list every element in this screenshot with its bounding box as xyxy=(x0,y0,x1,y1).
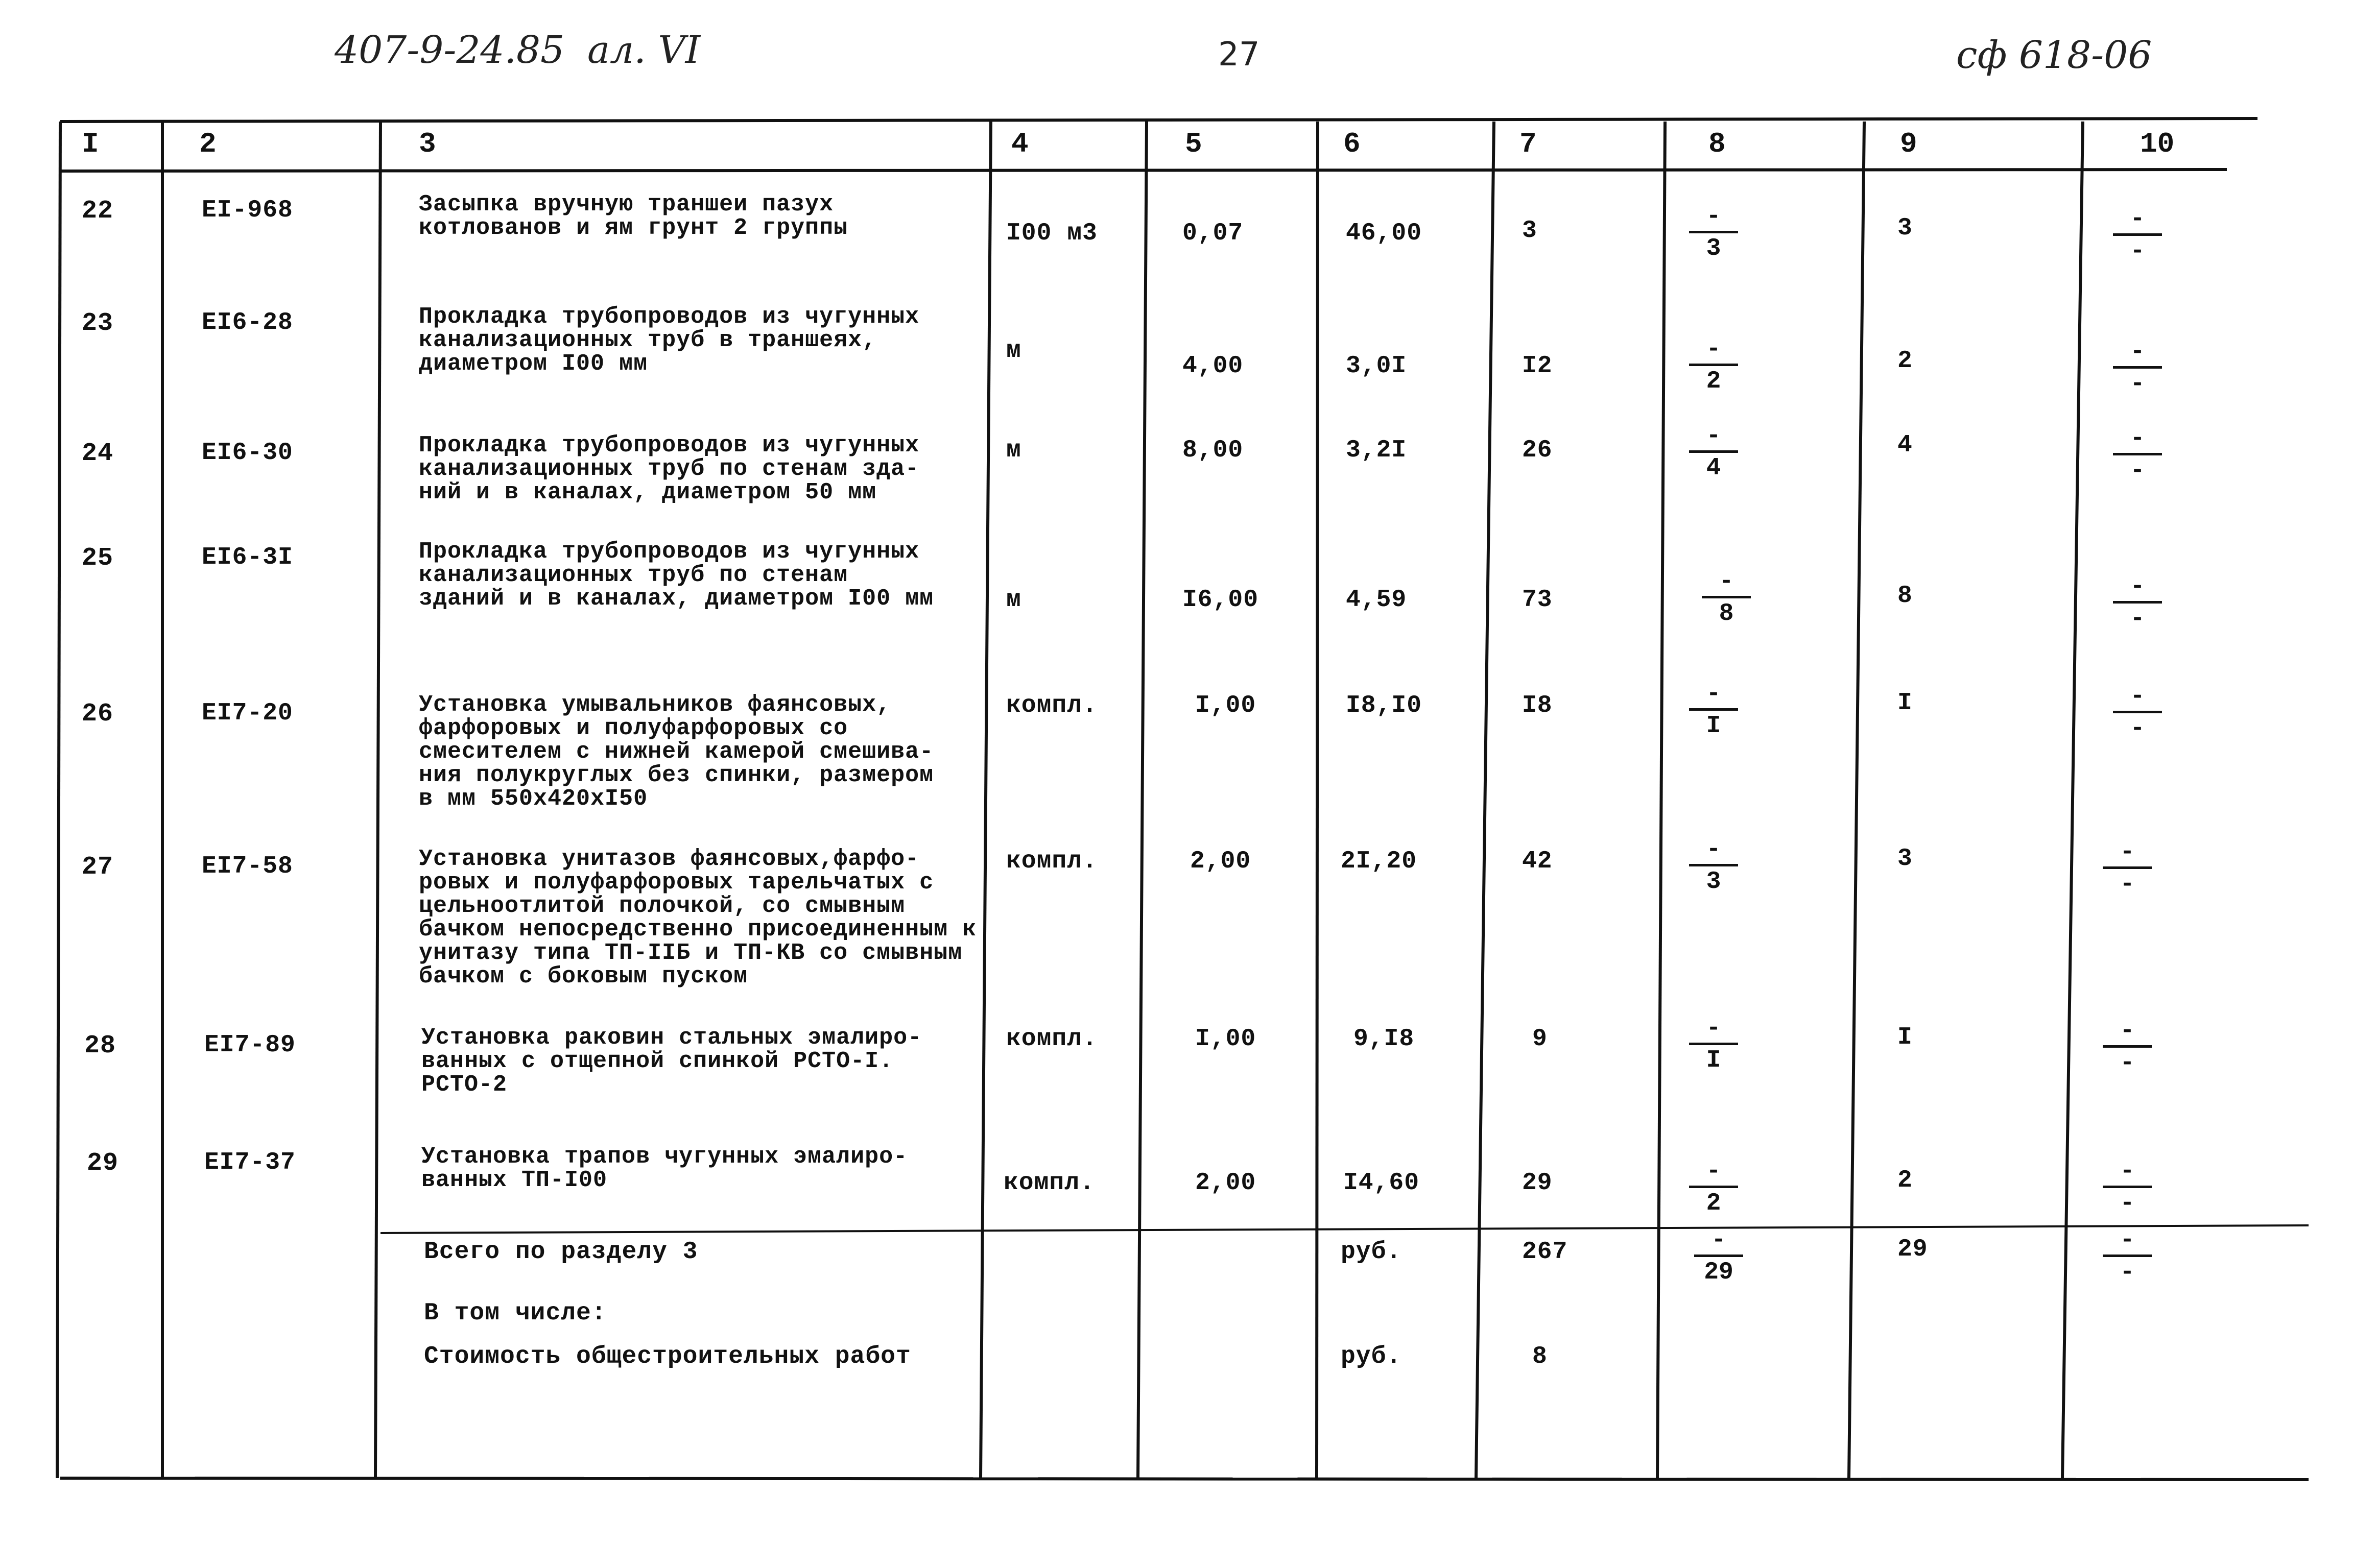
col10-numerator: - xyxy=(2130,683,2145,710)
work-description: Установка раковин стальных эмалиро- ванных с отщепной спинкой РСТО-I. РСТО-2 xyxy=(421,1025,922,1098)
col10-fraction xyxy=(2099,1019,2155,1075)
col10-denominator: - xyxy=(2130,457,2145,485)
total-cost: I2 xyxy=(1522,352,1553,380)
col-header-4: 4 xyxy=(1011,128,1029,160)
total-cost: 42 xyxy=(1522,848,1553,875)
unit-price: 9,I8 xyxy=(1353,1025,1415,1053)
col-header-7: 7 xyxy=(1519,128,1537,160)
total-cost: 9 xyxy=(1532,1025,1548,1053)
col-header-2: 2 xyxy=(199,128,217,160)
col-header-5: 5 xyxy=(1185,128,1202,160)
header-bottom-rule xyxy=(60,170,2227,171)
row-number: 29 xyxy=(87,1149,119,1178)
unit-price: I4,60 xyxy=(1343,1169,1420,1197)
col9-value: 8 xyxy=(1897,582,1913,610)
row-number: 23 xyxy=(82,309,114,338)
rate-code: EI6-3I xyxy=(202,544,293,571)
col9-value: 2 xyxy=(1897,1167,1913,1194)
unit-price: 3,2I xyxy=(1346,437,1407,464)
section-total-col9: 29 xyxy=(1897,1236,1928,1263)
col8-denominator: 8 xyxy=(1719,600,1734,628)
col-line-3 xyxy=(981,122,991,1478)
col8-denominator: 4 xyxy=(1706,454,1721,482)
col9-value: 3 xyxy=(1897,845,1913,873)
rate-code: EI7-58 xyxy=(202,853,293,880)
row-number: 24 xyxy=(82,439,114,468)
col10-numerator: - xyxy=(2120,1017,2135,1045)
col8-fraction xyxy=(1685,337,1742,394)
total-top-rule xyxy=(381,1225,2309,1233)
total-cost: I8 xyxy=(1522,692,1553,719)
col8-fraction xyxy=(1685,424,1742,480)
unit: I00 м3 xyxy=(1006,220,1098,247)
unit: м xyxy=(1006,437,1021,464)
col10-numerator: - xyxy=(2130,573,2145,600)
col9-value: 4 xyxy=(1897,431,1913,459)
col8-denominator: 3 xyxy=(1706,235,1721,262)
unit: компл. xyxy=(1006,848,1098,875)
table-bottom-border xyxy=(60,1478,2309,1480)
unit-price: 3,0I xyxy=(1346,352,1407,380)
work-description: Прокладка трубопроводов из чугунных канализационных труб по стенам зданий и в каналах, диаметром I00 мм xyxy=(419,539,934,612)
row-number: 26 xyxy=(82,699,114,729)
col9-value: I xyxy=(1897,689,1913,717)
col-line-4 xyxy=(1138,122,1147,1478)
quantity: 8,00 xyxy=(1182,437,1244,464)
total-cost: 29 xyxy=(1522,1169,1553,1197)
document-code: 407-9-24.85 xyxy=(335,28,565,72)
quantity: I,00 xyxy=(1195,692,1256,719)
col-header-3: 3 xyxy=(419,128,436,160)
col8-numerator: - xyxy=(1706,1015,1721,1042)
row-number: 28 xyxy=(84,1031,116,1060)
col10-denominator: - xyxy=(2120,1259,2135,1286)
including-label: В том числе: xyxy=(424,1299,607,1327)
col8-denominator: 3 xyxy=(1706,868,1721,896)
col8-numerator: - xyxy=(1706,836,1721,863)
general-works-unit: руб. xyxy=(1341,1343,1402,1370)
unit-price: 4,59 xyxy=(1346,586,1407,614)
col8-fraction xyxy=(1685,1016,1742,1073)
col-line-5 xyxy=(1317,122,1318,1478)
col10-numerator: - xyxy=(2120,1226,2135,1254)
unit-price: I8,I0 xyxy=(1346,692,1422,719)
unit: компл. xyxy=(1006,1025,1098,1053)
col8-numerator: - xyxy=(1706,1157,1721,1185)
work-description: Прокладка трубопроводов из чугунных канализационных труб в траншеях, диаметром I00 мм xyxy=(419,304,920,377)
unit: компл. xyxy=(1006,692,1098,719)
section-total-cost: 267 xyxy=(1522,1238,1568,1266)
col-header-8: 8 xyxy=(1708,128,1726,160)
col10-fraction xyxy=(2109,684,2166,741)
col-line-2 xyxy=(375,122,381,1478)
unit-price: 46,00 xyxy=(1346,220,1422,247)
col10-fraction xyxy=(2109,207,2166,263)
col10-numerator: - xyxy=(2130,425,2145,452)
rate-code: EI6-30 xyxy=(202,439,293,467)
col10-fraction xyxy=(2109,426,2166,483)
col8-fraction xyxy=(1685,837,1742,894)
unit-price: 2I,20 xyxy=(1341,848,1417,875)
quantity: I6,00 xyxy=(1182,586,1259,614)
col10-denominator: - xyxy=(2130,715,2145,742)
col10-fraction xyxy=(2109,340,2166,396)
work-description: Установка трапов чугунных эмалиро- ванных ТП-I00 xyxy=(421,1144,908,1193)
quantity: I,00 xyxy=(1195,1025,1256,1053)
col8-numerator: - xyxy=(1719,568,1734,595)
total-cost: 26 xyxy=(1522,437,1553,464)
col8-fraction xyxy=(1685,1159,1742,1216)
col-line-8 xyxy=(1849,122,1864,1478)
section-total-unit: руб. xyxy=(1341,1238,1402,1266)
unit: м xyxy=(1006,586,1021,614)
work-description: Установка унитазов фаянсовых,фарфо- ровых и полуфарфоровых тарельчатых с цельноотлитой полочкой, со смывным бачком непосредственно присоединенным к унитазу типа ТП-IIБ и ТП-КВ со смывным бачком с боковым пуском xyxy=(419,846,977,990)
col9-value: 2 xyxy=(1897,347,1913,375)
total-cost: 73 xyxy=(1522,586,1553,614)
row-number: 25 xyxy=(82,544,114,573)
rate-code: EI7-20 xyxy=(202,699,293,727)
col-line-6 xyxy=(1476,122,1494,1478)
col10-numerator: - xyxy=(2130,338,2145,366)
col8-fraction xyxy=(1685,682,1742,738)
col8-numerator: - xyxy=(1706,680,1721,708)
col10-numerator: - xyxy=(2120,1157,2135,1185)
quantity: 4,00 xyxy=(1182,352,1244,380)
col-line-7 xyxy=(1657,122,1665,1478)
table-top-border xyxy=(60,118,2257,122)
col8-denominator: 2 xyxy=(1706,368,1721,395)
col10-fraction xyxy=(2109,574,2166,631)
rate-code: EI7-37 xyxy=(204,1149,296,1176)
col10-numerator: - xyxy=(2130,205,2145,233)
rate-code: EI7-89 xyxy=(204,1031,296,1059)
col-header-9: 9 xyxy=(1900,128,1917,160)
quantity: 2,00 xyxy=(1195,1169,1256,1197)
col10-numerator: - xyxy=(2120,838,2135,866)
col10-denominator: - xyxy=(2120,1190,2135,1217)
col9-value: I xyxy=(1897,1024,1913,1051)
col8-fraction xyxy=(1698,569,1754,626)
col9-value: 3 xyxy=(1897,214,1913,242)
col10-fraction xyxy=(2099,840,2155,897)
col8-numerator: - xyxy=(1706,335,1721,363)
quantity: 0,07 xyxy=(1182,220,1244,247)
col8-denominator: I xyxy=(1706,1047,1721,1074)
quantity: 2,00 xyxy=(1190,848,1251,875)
col10-denominator: - xyxy=(2130,370,2145,398)
col10-denominator: - xyxy=(2130,605,2145,633)
rate-code: EI-968 xyxy=(202,197,293,224)
rate-code: EI6-28 xyxy=(202,309,293,336)
col10-fraction xyxy=(2099,1159,2155,1216)
col-header-6: 6 xyxy=(1343,128,1361,160)
general-works-label: Стоимость общестроительных работ xyxy=(424,1343,911,1370)
section-total-label: Всего по разделу 3 xyxy=(424,1238,698,1266)
col10-denominator: - xyxy=(2130,237,2145,265)
unit: м xyxy=(1006,337,1021,365)
general-works-cost: 8 xyxy=(1532,1343,1548,1370)
work-description: Установка умывальников фаянсовых, фарфоровых и полуфарфоровых со смесителем с нижней камерой смешива- ния полукруглых без спинки, размером в мм 550х420хI50 xyxy=(419,692,934,812)
total-cost: 3 xyxy=(1522,217,1537,245)
section-total-col10 xyxy=(2099,1228,2155,1285)
col8-denominator: I xyxy=(1706,712,1721,740)
col8-fraction xyxy=(1685,204,1742,261)
row-number: 22 xyxy=(82,197,114,226)
col10-denominator: - xyxy=(2120,1049,2135,1077)
col8-denominator: 2 xyxy=(1706,1190,1721,1217)
col-line-0 xyxy=(57,122,60,1478)
section-total-col8 xyxy=(1691,1228,1747,1285)
sheet-code: сф 618-06 xyxy=(1956,33,2152,77)
col8-denominator: 29 xyxy=(1704,1259,1733,1286)
col8-numerator: - xyxy=(1706,422,1721,450)
col8-numerator: - xyxy=(1711,1226,1726,1254)
col8-numerator: - xyxy=(1706,203,1721,230)
page-number: 27 xyxy=(1218,36,1260,74)
col-line-9 xyxy=(2062,122,2083,1478)
work-description: Засыпка вручную траншеи пазух котлованов и ям грунт 2 группы xyxy=(419,191,848,241)
col-header-1: I xyxy=(82,128,99,160)
col-header-10: 10 xyxy=(2140,128,2175,160)
sheet-label: ал. VI xyxy=(587,28,700,72)
row-number: 27 xyxy=(82,853,114,882)
work-description: Прокладка трубопроводов из чугунных канализационных труб по стенам зда- ний и в каналах, диаметром 50 мм xyxy=(419,432,920,505)
unit: компл. xyxy=(1004,1169,1095,1197)
col10-denominator: - xyxy=(2120,871,2135,898)
